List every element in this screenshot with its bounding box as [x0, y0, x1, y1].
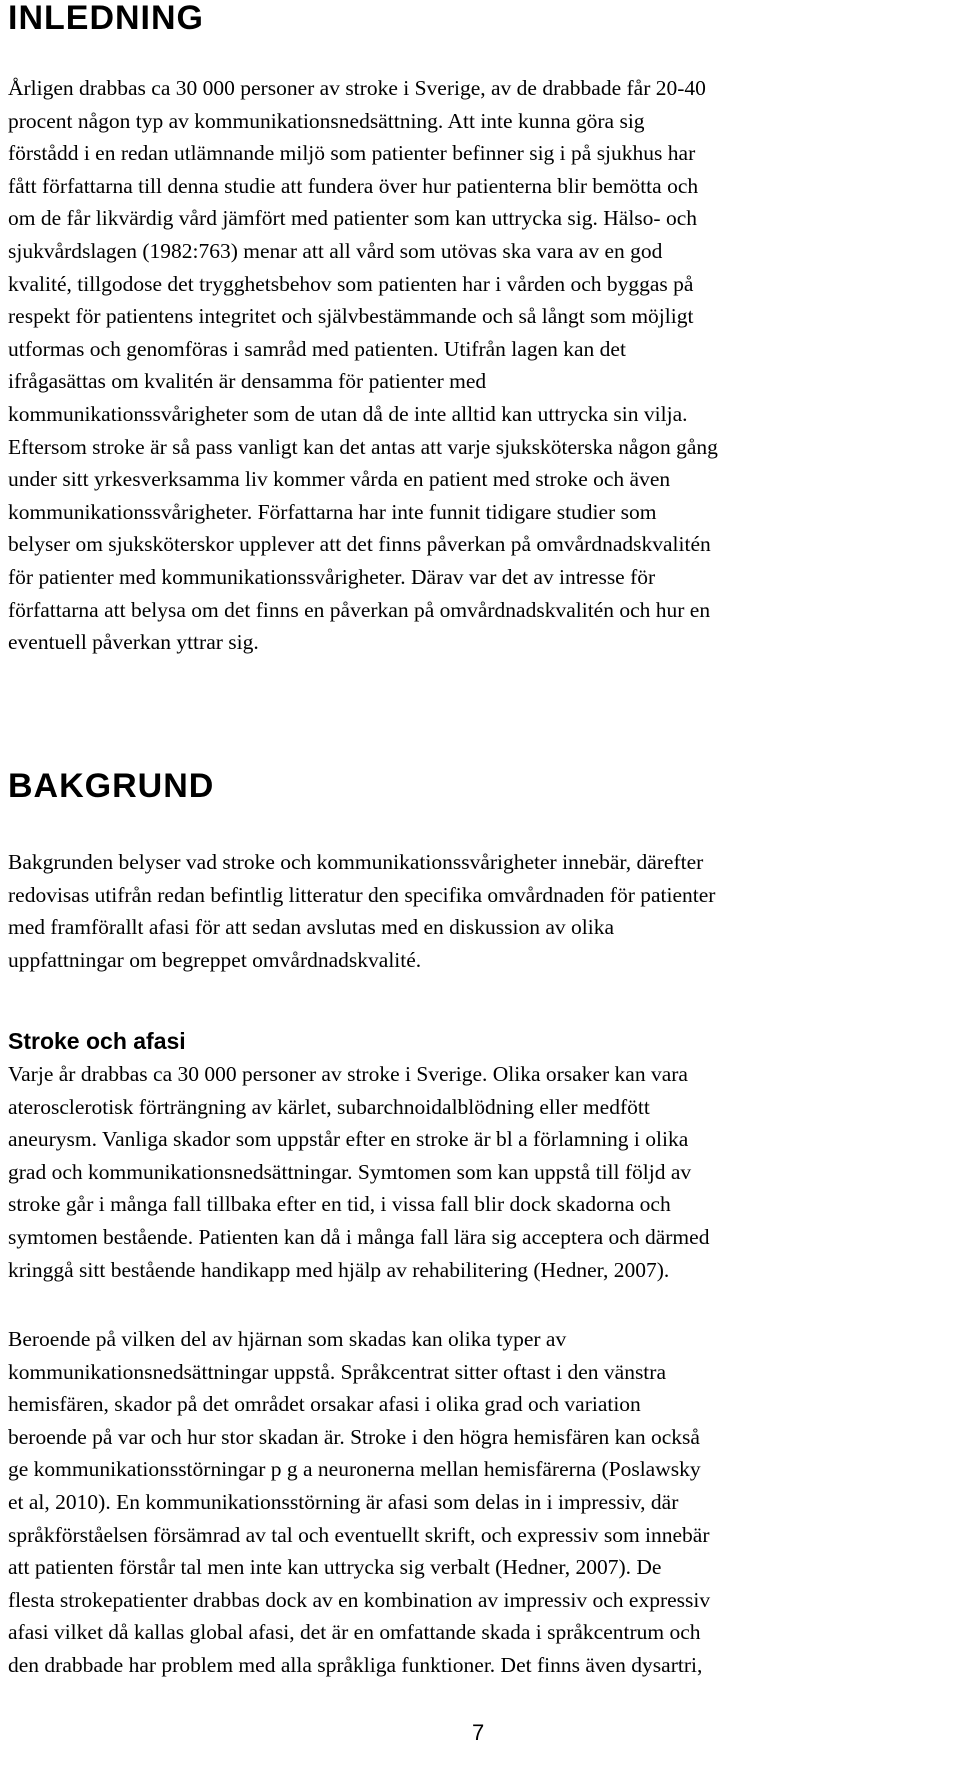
text-line: Årligen drabbas ca 30 000 personer av stroke i Sverige, av de drabbade får 20-40	[8, 76, 706, 100]
text-line: redovisas utifrån redan befintlig litteratur den specifika omvårdnaden för patienter	[8, 882, 716, 907]
text-line: fått författarna till denna studie att fundera över hur patienterna blir bemötta och	[8, 173, 699, 198]
text-line: kommunikationssvårigheter. Författarna har inte funnit tidigare studier som	[8, 499, 657, 524]
background-heading: BAKGRUND	[8, 767, 215, 805]
text-line: eventuell påverkan yttrar sig.	[8, 630, 259, 655]
text-line: Bakgrunden belyser vad stroke och kommunikationssvårigheter innebär, därefter	[8, 850, 704, 874]
intro-heading: INLEDNING	[8, 0, 204, 37]
text-line: sjukvårdslagen (1982:763) menar att all vård som utövas ska vara av en god	[8, 238, 663, 263]
text-line: beroende på var och hur stor skadan är. Stroke i den högra hemisfären kan också	[8, 1424, 700, 1449]
intro-paragraph	[8, 72, 944, 659]
text-line: förstådd i en redan utlämnande miljö som patienter befinner sig i på sjukhus har	[8, 141, 696, 166]
text-line: grad och kommunikationsnedsättningar. Symtomen som kan uppstå till följd av	[8, 1159, 692, 1184]
text-line: symtomen bestående. Patienten kan då i många fall lära sig acceptera och därmed	[8, 1224, 710, 1249]
text-line: ge kommunikationsstörningar p g a neuronerna mellan hemisfärerna (Poslawsky	[8, 1457, 701, 1482]
text-line: att patienten förstår tal men inte kan uttrycka sig verbalt (Hedner, 2007). De	[8, 1555, 662, 1580]
text-line: för patienter med kommunikationssvårigheter. Därav var det av intresse för	[8, 564, 656, 589]
text-line: kommunikationssvårigheter som de utan då de inte alltid kan uttrycka sin vilja.	[8, 401, 688, 426]
text-line: procent någon typ av kommunikationsnedsättning. Att inte kunna göra sig	[8, 108, 645, 133]
text-line: Varje år drabbas ca 30 000 personer av stroke i Sverige. Olika orsaker kan vara	[8, 1062, 688, 1086]
text-line: författarna att belysa om det finns en påverkan på omvårdnadskvalitén och hur en	[8, 597, 711, 622]
text-line: utformas och genomföras i samråd med patienten. Utifrån lagen kan det	[8, 336, 626, 361]
text-line: Beroende på vilken del av hjärnan som skadas kan olika typer av	[8, 1327, 567, 1351]
text-line: om de får likvärdig vård jämfört med patienter som kan uttrycka sig. Hälso- och	[8, 206, 697, 231]
text-line: med framförallt afasi för att sedan avslutas med en diskussion av olika	[8, 915, 615, 940]
text-line: stroke går i många fall tillbaka efter en tid, i vissa fall blir dock skadorna och	[8, 1192, 671, 1217]
text-line: uppfattningar om begreppet omvårdnadskvalité.	[8, 947, 422, 972]
stroke-paragraph-1	[8, 1058, 944, 1286]
text-line: respekt för patientens integritet och självbestämmande och så långt som möjligt	[8, 304, 694, 329]
text-line: belyser om sjuksköterskor upplever att det finns påverkan på omvårdnadskvalitén	[8, 532, 711, 557]
text-line: ifrågasättas om kvalitén är densamma för patienter med	[8, 369, 487, 394]
text-line: hemisfären, skador på det området orsakar afasi i olika grad och variation	[8, 1392, 641, 1417]
text-line: språkförståelsen försämrad av tal och eventuellt skrift, och expressiv som innebär	[8, 1522, 710, 1547]
text-line: flesta strokepatienter drabbas dock av en kombination av impressiv och expressiv	[8, 1587, 711, 1612]
text-line: under sitt yrkesverksamma liv kommer vårda en patient med stroke och även	[8, 467, 671, 492]
stroke-section-heading: Stroke och afasi	[8, 1028, 186, 1054]
stroke-paragraph-2	[8, 1323, 944, 1682]
text-line: aterosclerotisk förträngning av kärlet, subarchnoidalblödning eller medfött	[8, 1094, 650, 1119]
text-line: afasi vilket då kallas global afasi, det är en omfattande skada i språkcentrum och	[8, 1620, 701, 1645]
text-line: den drabbade har problem med alla språkliga funktioner. Det finns även dysartri,	[8, 1652, 703, 1677]
page-number: 7	[472, 1720, 485, 1745]
background-paragraph	[8, 846, 944, 976]
text-line: aneurysm. Vanliga skador som uppstår efter en stroke är bl a förlamning i olika	[8, 1127, 689, 1152]
text-line: et al, 2010). En kommunikationsstörning är afasi som delas in i impressiv, där	[8, 1489, 679, 1514]
text-line: kommunikationsnedsättningar uppstå. Språkcentrat sitter oftast i den vänstra	[8, 1359, 666, 1384]
text-line: kvalité, tillgodose det trygghetsbehov som patienten har i vården och byggas på	[8, 271, 694, 296]
text-line: kringgå sitt bestående handikapp med hjälp av rehabilitering (Hedner, 2007).	[8, 1257, 670, 1282]
text-line: Eftersom stroke är så pass vanligt kan det antas att varje sjuksköterska någon gång	[8, 434, 718, 459]
